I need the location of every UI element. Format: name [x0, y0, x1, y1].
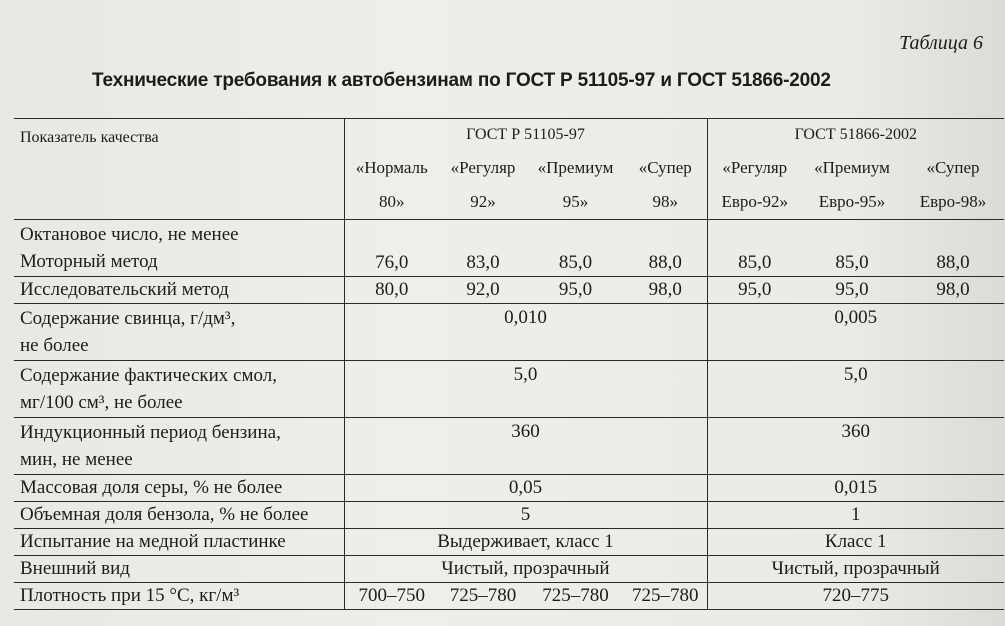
- gums-value-a: 5,0: [344, 361, 707, 418]
- motor-method-label: Моторный метод: [20, 251, 158, 272]
- table-number: Таблица 6: [899, 32, 983, 54]
- octane-heading: Октановое число, не менее: [20, 224, 239, 245]
- benzene-label: Объемная доля бензола, % не более: [14, 502, 344, 529]
- lead-value-a: 0,010: [344, 304, 707, 361]
- benzene-value-a: 5: [344, 502, 707, 529]
- copper-value-b: Класс 1: [707, 529, 1004, 556]
- sulfur-value-a: 0,05: [344, 475, 707, 502]
- gums-label: [14, 361, 344, 418]
- grade-a-2: «Регуляр: [450, 158, 516, 177]
- motor-value: 88,0: [624, 220, 707, 277]
- table-row-lead: [14, 304, 1004, 361]
- sulfur-value-b: 0,015: [707, 475, 1004, 502]
- induction-value-a: 360: [344, 418, 707, 475]
- sulfur-label: Массовая доля серы, % не более: [14, 475, 344, 502]
- motor-value: 85,0: [802, 220, 902, 277]
- grade-b-3: «Супер: [926, 158, 980, 177]
- table-row-density: [14, 583, 1004, 610]
- research-method-label: Исследовательский метод: [14, 277, 344, 304]
- gasoline-requirements-table: [14, 118, 1004, 610]
- header-row-standards: [14, 119, 1004, 152]
- table-row-benzene: [14, 502, 1004, 529]
- copper-label: Испытание на медной пластинке: [14, 529, 344, 556]
- lead-label-line1: Содержание свинца, г/дм³,: [20, 308, 236, 329]
- induction-label-line2: мин, не менее: [20, 449, 133, 470]
- density-value: 700–750: [344, 583, 439, 610]
- benzene-value-b: 1: [707, 502, 1004, 529]
- table-row-octane: [14, 220, 1004, 277]
- table-row-gums: [14, 361, 1004, 418]
- standard-b-header: ГОСТ 51866-2002: [707, 119, 1004, 152]
- density-label: Плотность при 15 °С, кг/м³: [14, 583, 344, 610]
- density-value: 725–780: [527, 583, 624, 610]
- research-value: 92,0: [439, 277, 527, 304]
- table-row-induction: [14, 418, 1004, 475]
- indicator-column-header: Показатель качества: [14, 119, 344, 220]
- copper-value-a: Выдерживает, класс 1: [344, 529, 707, 556]
- lead-value-b: 0,005: [707, 304, 1004, 361]
- induction-label-line1: Индукционный период бензина,: [20, 422, 281, 443]
- research-value: 80,0: [344, 277, 439, 304]
- grade-a-2-num: 92»: [439, 185, 527, 220]
- grade-a-1: «Нормаль: [355, 158, 428, 177]
- grade-b-3-num: Евро-98»: [902, 185, 1004, 220]
- lead-label: [14, 304, 344, 361]
- motor-value: 83,0: [439, 220, 527, 277]
- appearance-label: Внешний вид: [14, 556, 344, 583]
- research-value: 98,0: [902, 277, 1004, 304]
- lead-label-line2: не более: [20, 335, 89, 356]
- density-value-b: 720–775: [707, 583, 1004, 610]
- motor-value: 88,0: [902, 220, 1004, 277]
- grade-b-1-num: Евро-92»: [707, 185, 802, 220]
- grade-a-3-num: 95»: [527, 185, 624, 220]
- research-value: 95,0: [527, 277, 624, 304]
- appearance-value-a: Чистый, прозрачный: [344, 556, 707, 583]
- grade-a-4-num: 98»: [624, 185, 707, 220]
- gums-label-line1: Содержание фактических смол,: [20, 365, 277, 386]
- grade-b-1: «Регуляр: [722, 158, 788, 177]
- grade-a-1-num: 80»: [344, 185, 439, 220]
- appearance-value-b: Чистый, прозрачный: [707, 556, 1004, 583]
- motor-value: 85,0: [527, 220, 624, 277]
- grade-a-3: «Премиум: [537, 158, 614, 177]
- density-value: 725–780: [624, 583, 707, 610]
- table-row-copper: [14, 529, 1004, 556]
- octane-label: [14, 220, 344, 277]
- grade-b-2: «Премиум: [814, 158, 890, 177]
- gums-value-b: 5,0: [707, 361, 1004, 418]
- motor-value: 76,0: [344, 220, 439, 277]
- motor-value: 85,0: [707, 220, 802, 277]
- induction-label: [14, 418, 344, 475]
- research-value: 95,0: [707, 277, 802, 304]
- grade-b-2-num: Евро-95»: [802, 185, 902, 220]
- density-value: 725–780: [439, 583, 527, 610]
- table-row-appearance: [14, 556, 1004, 583]
- research-value: 95,0: [802, 277, 902, 304]
- table-title: Технические требования к автобензинам по ГОСТ Р 51105-97 и ГОСТ 51866-2002: [92, 70, 831, 91]
- research-value: 98,0: [624, 277, 707, 304]
- table-row-research: [14, 277, 1004, 304]
- grade-a-4: «Супер: [624, 151, 707, 185]
- table-row-sulfur: [14, 475, 1004, 502]
- induction-value-b: 360: [707, 418, 1004, 475]
- standard-a-header: ГОСТ Р 51105-97: [344, 119, 707, 152]
- gums-label-line2: мг/100 см³, не более: [20, 392, 183, 413]
